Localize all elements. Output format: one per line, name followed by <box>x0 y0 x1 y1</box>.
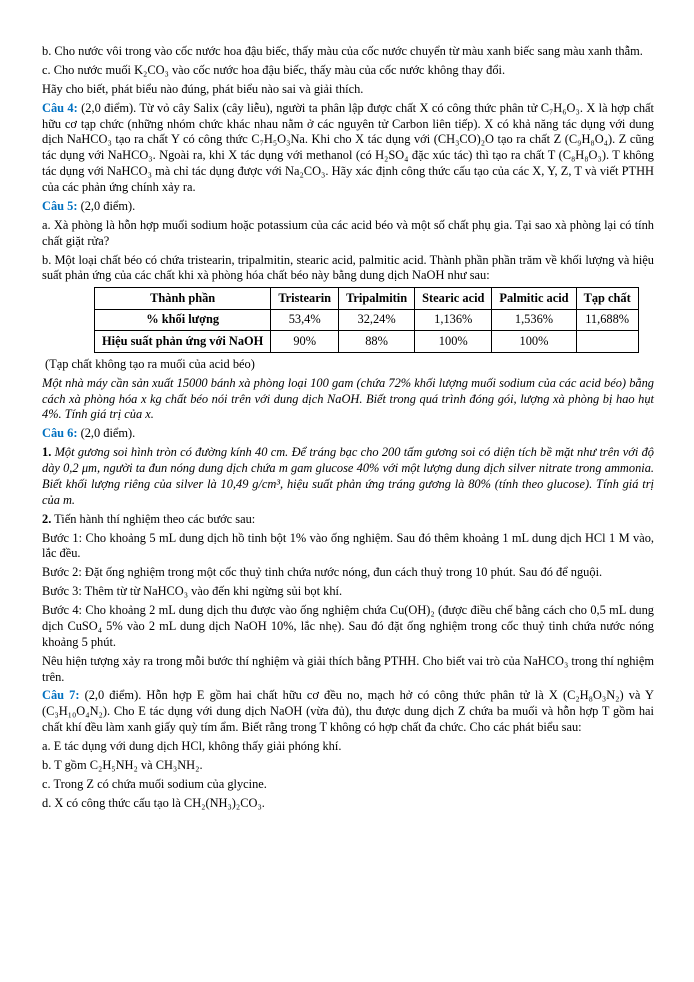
question-6-label: Câu 6: <box>42 426 78 441</box>
experiment-step-1: Bước 1: Cho khoảng 5 mL dung dịch hồ tinh bột 1% vào ống nghiệm. Sau đó thêm khoảng 1 mL dung dịch HCl 1 M vào, lắc đều. <box>42 530 654 561</box>
question-6-item-2 <box>42 512 654 528</box>
question-4 <box>42 101 654 196</box>
question-6-conclusion: Nêu hiện tượng xảy ra trong mỗi bước thí nghiệm và giải thích bằng PTHH. Cho biết vai trò của NaHCO₃ trong thí nghiệm trên. <box>42 653 654 684</box>
question-7-option-d: d. X có công thức cấu tạo là CH₂(NH₃)₂CO₃. <box>42 795 265 810</box>
item-2-number: 2. <box>42 511 52 526</box>
question-5-problem: Một nhà máy cần sản xuất 15000 bánh xà phòng loại 100 gam (chứa 72% khối lượng muối sodium của các acid béo) bằng cách xà phòng hóa x kg chất béo nói trên với dung dịch NaOH. Biết trong quá trình đóng gói, lượng xà phòng bị hao hụt 4%. Tính giá trị của x. <box>42 375 654 422</box>
table-cell: 1,536% <box>492 309 576 331</box>
table-cell <box>576 331 638 353</box>
table-cell: 100% <box>492 331 576 353</box>
table-header-cell: Tristearin <box>271 288 339 310</box>
table-cell: 53,4% <box>271 309 339 331</box>
table-header-cell: Thành phần <box>95 288 271 310</box>
table-row <box>95 309 639 331</box>
question-7-option-b: b. T gồm C₂H₅NH₂ và CH₃NH₂. <box>42 757 203 772</box>
question-7-option-c: c. Trong Z có chứa muối sodium của glycine. <box>42 776 267 791</box>
question-7-text: (2,0 điểm). Hỗn hợp E gồm hai chất hữu cơ đều no, mạch hở có công thức phân tử là X (C₂H₈O₃N₂) và Y (C₃H₁₀O₄N₂). Cho E tác dụng với dung dịch NaOH (vừa đủ), thu được dung dịch Z chứa ba muối và hỗn hợp T gồm hai chất khí đều làm xanh giấy quỳ tím ẩm. Biết rằng trong T không có hợp chất đa chức. Cho các phát biểu sau: <box>42 688 654 735</box>
question-7 <box>42 688 654 736</box>
experiment-step-3: Bước 3: Thêm từ từ NaHCO₃ vào đến khi ngừng sủi bọt khí. <box>42 584 343 599</box>
statement-b: b. Cho nước vôi trong vào cốc nước hoa đậu biếc, thấy màu của cốc nước chuyển từ màu xanh biếc sang màu xanh thẫm. <box>42 44 643 58</box>
table-cell: 100% <box>415 331 492 353</box>
question-4-text: (2,0 điểm). Từ vỏ cây Salix (cây liễu), người ta phân lập được chất X có công thức phân tử C₇H₆O₃. X là hợp chất hữu cơ tạp chức (những nhóm chức khác nhau nằm ở các nguyên tử Carbon liên tiếp). X có khả năng tác dụng với dung dịch NaHCO₃ tạo ra chất Y có công thức C₇H₅O₃Na. Khi cho X tác dụng với (CH₃CO)₂O tạo ra chất Z (C₉H₈O₄). Z cũng tác dụng với NaHCO₃. Ngoài ra, khi X tác dụng với methanol (có H₂SO₄ đặc xúc tác) thì tạo ra chất T (C₈H₈O₃). T không tác dụng với NaHCO₃ mà chỉ tác dụng được với Na₂CO₃. Hãy xác định công thức cấu tạo của các X, Y, Z, T và viết PTHH của các phản ứng chính xảy ra. <box>42 100 654 194</box>
question-6-heading <box>42 426 654 442</box>
question-6-item-1 <box>42 445 654 509</box>
table-header-cell: Palmitic acid <box>492 288 576 310</box>
table-cell: 90% <box>271 331 339 353</box>
table-header-cell: Tạp chất <box>576 288 638 310</box>
table-row-label: % khối lượng <box>95 309 271 331</box>
item-1-text: Một gương soi hình tròn có đường kính 40 cm. Để tráng bạc cho 200 tấm gương soi có diện tích bề mặt như trên với độ dày 0,2 μm, người ta đun nóng dung dịch chứa m gam glucose 40% với một lượng dung dịch silver nitrate trong ammonia. Biết khối lượng riêng của silver là 10,49 g/cm³, hiệu suất phản ứng tráng gương là 80% (tính theo glucose). Tính giá trị của m. <box>42 445 654 507</box>
question-7-option-a: a. E tác dụng với dung dịch HCl, không thấy giải phóng khí. <box>42 739 342 753</box>
question-5-part-a: a. Xà phòng là hỗn hợp muối sodium hoặc potassium của các acid béo và một số chất phụ gia. Tại sao xà phòng lại có tính chất giặt rửa? <box>42 217 654 248</box>
table-row-label: Hiệu suất phản ứng với NaOH <box>95 331 271 353</box>
item-1-number: 1. <box>42 445 52 460</box>
table-header-cell: Stearic acid <box>415 288 492 310</box>
table-cell: 32,24% <box>339 309 415 331</box>
question-4-label: Câu 4: <box>42 100 78 115</box>
statement-c: c. Cho nước muối K₂CO₃ vào cốc nước hoa đậu biếc, thấy màu của cốc nước không thay đổi. <box>42 62 506 77</box>
table-cell: 11,688% <box>576 309 638 331</box>
question-6-points: (2,0 điểm). <box>77 426 136 441</box>
question-5-points: (2,0 điểm). <box>77 198 136 213</box>
item-2-text: Tiến hành thí nghiệm theo các bước sau: <box>51 511 256 526</box>
table-header-row <box>95 288 639 310</box>
table-header-cell: Tripalmitin <box>339 288 415 310</box>
statement-prompt: Hãy cho biết, phát biểu nào đúng, phát biểu nào sai và giải thích. <box>42 81 364 96</box>
experiment-step-4: Bước 4: Cho khoảng 2 mL dung dịch thu được vào ống nghiệm chứa Cu(OH)₂ (được điều chế bằng cách cho 0,5 mL dung dịch CuSO₄ 5% vào 2 mL dung dịch NaOH 10%, lắc nhẹ). Sau đó đặt ống nghiệm trong cốc thuỷ tinh chứa nước nóng khoảng 5 phút. <box>42 603 654 649</box>
question-5-part-b: b. Một loại chất béo có chứa tristearin, tripalmitin, stearic acid, palmitic acid. Thành phần phần trăm về khối lượng và hiệu suất phản ứng của các chất khi xà phòng hóa chất béo này bằng dung dịch NaOH như sau: <box>42 252 654 283</box>
question-5-label: Câu 5: <box>42 198 78 213</box>
saponification-table <box>94 287 639 353</box>
question-7-label: Câu 7: <box>42 688 80 703</box>
table-cell: 1,136% <box>415 309 492 331</box>
table-cell: 88% <box>339 331 415 353</box>
question-5-heading <box>42 199 654 215</box>
table-row <box>95 331 639 353</box>
table-note: (Tạp chất không tạo ra muối của acid béo) <box>45 356 255 371</box>
experiment-step-2: Bước 2: Đặt ống nghiệm trong một cốc thuỷ tinh chứa nước nóng, đun cách thuỷ trong 10 phút. Sau đó để nguội. <box>42 565 603 580</box>
